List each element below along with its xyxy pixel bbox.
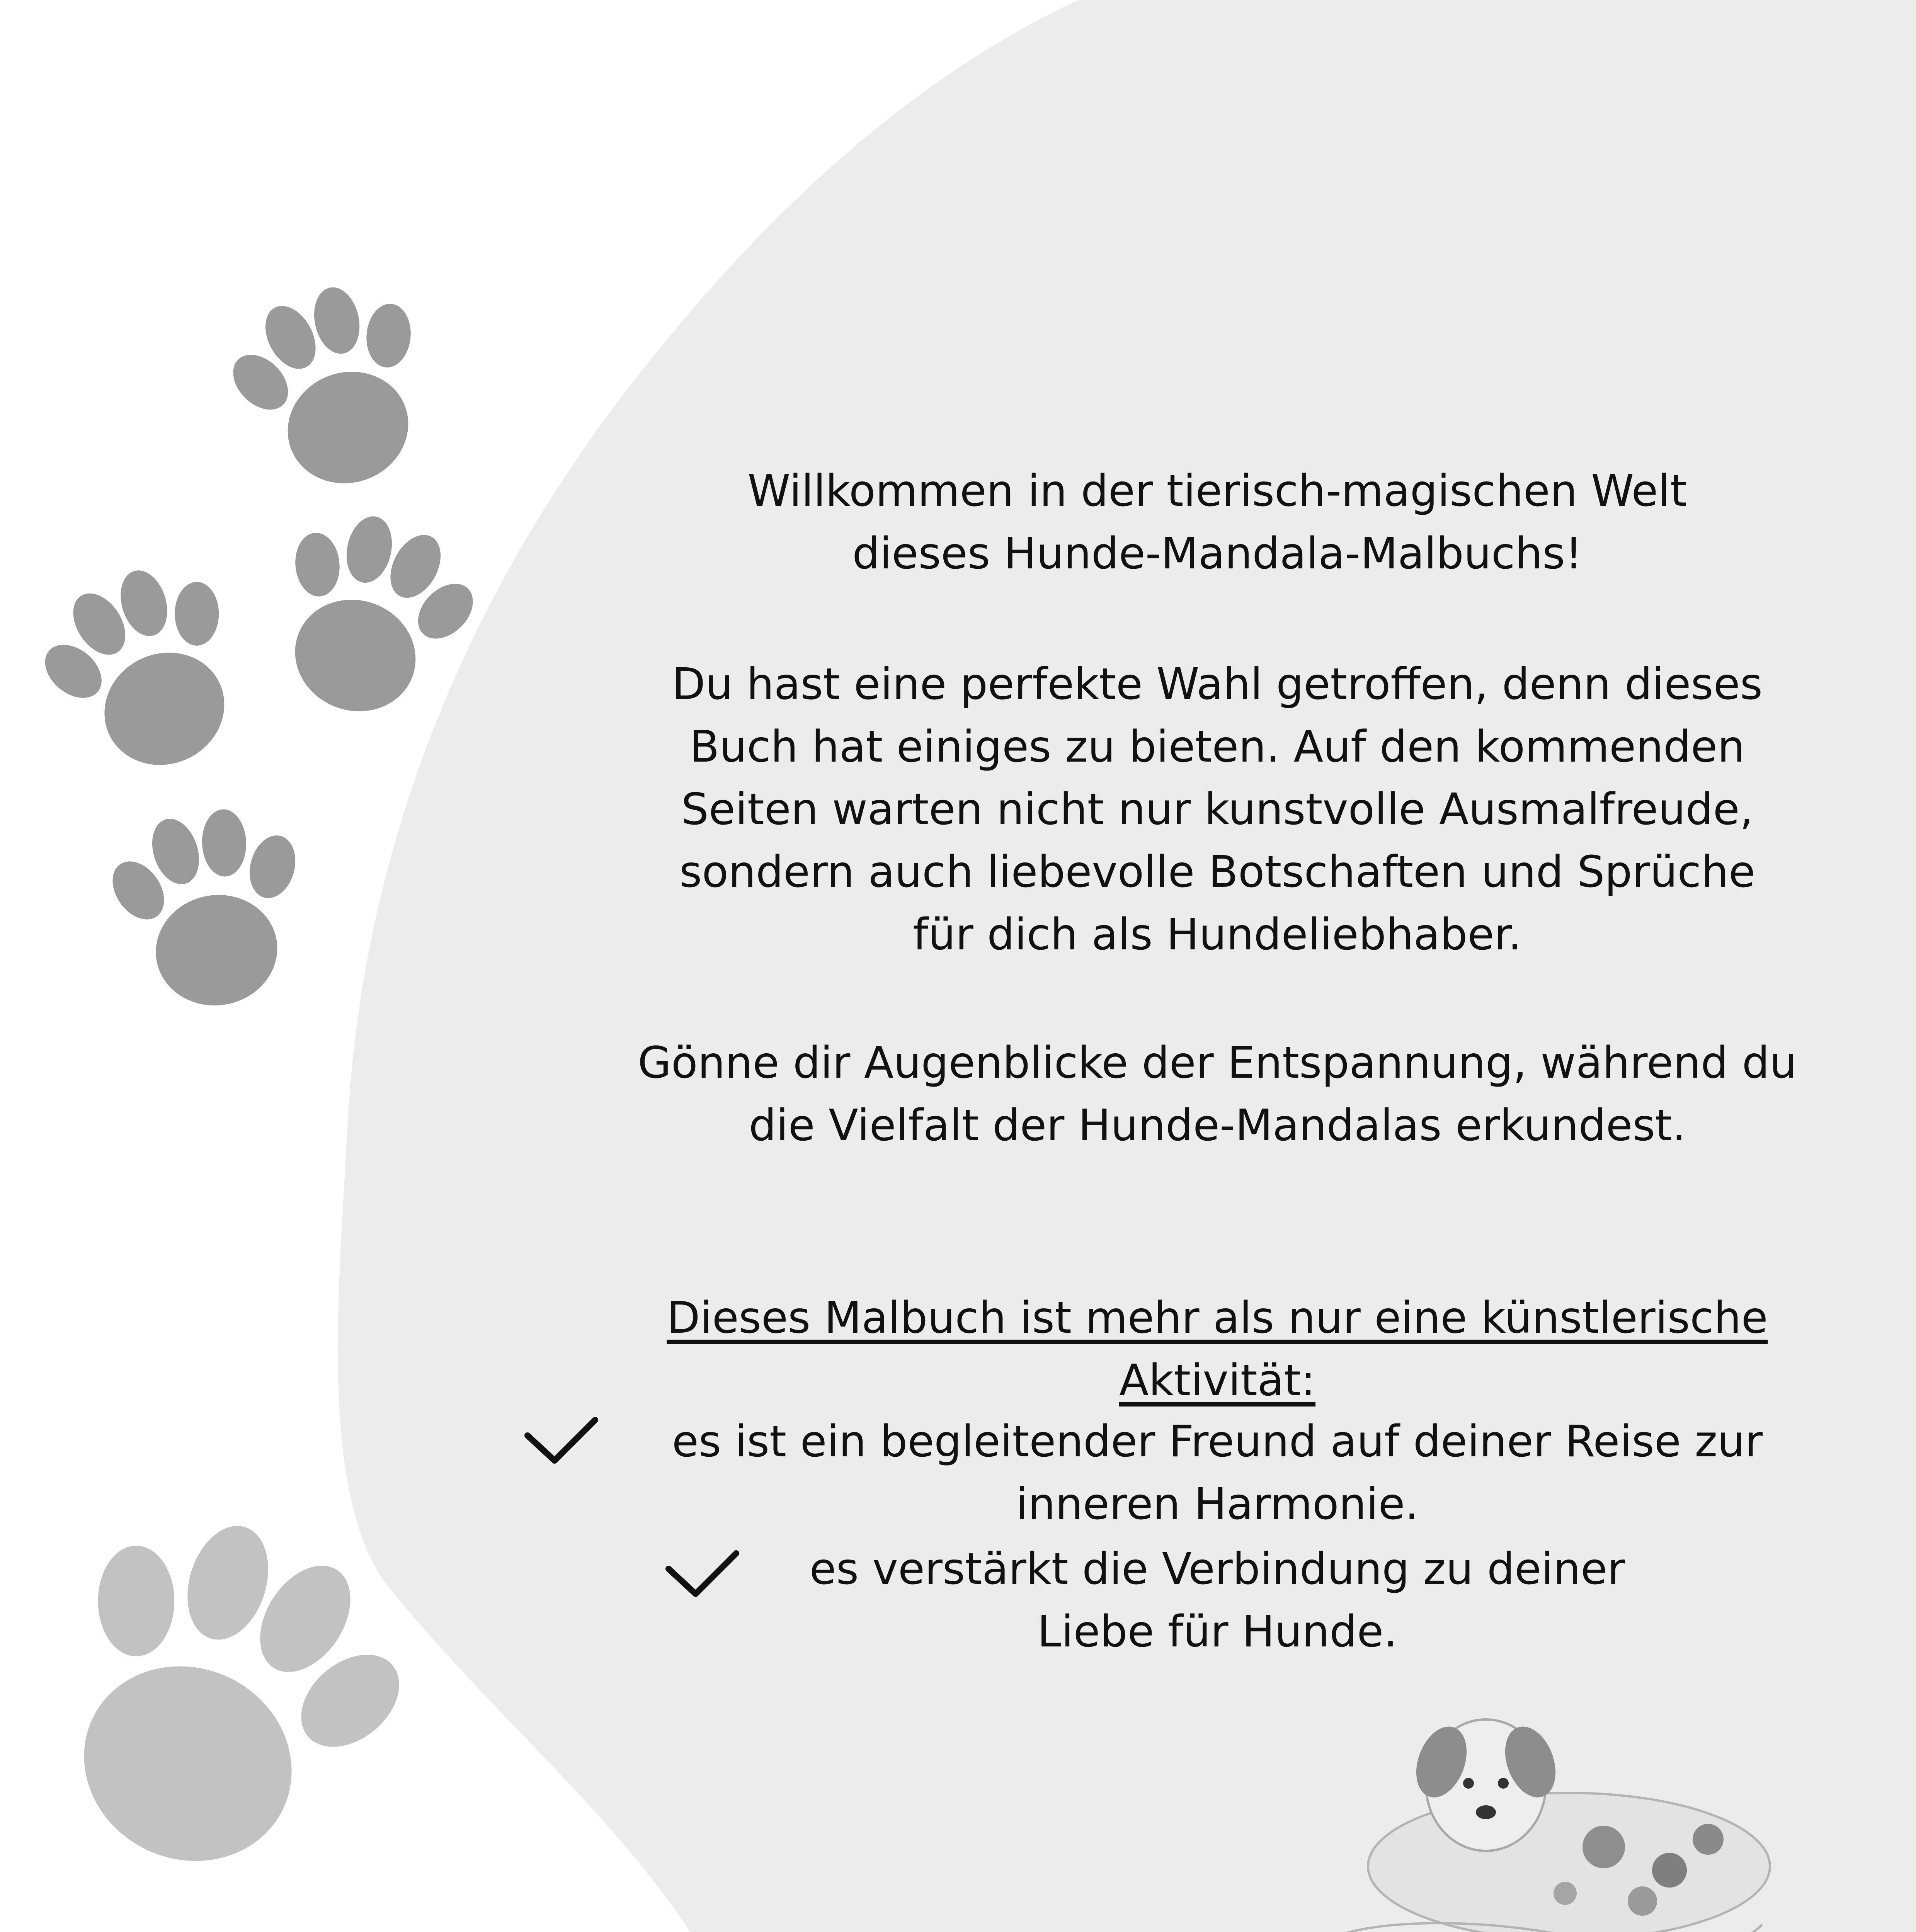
paw-print-icon <box>94 794 328 1022</box>
paw-print-icon <box>14 538 281 801</box>
intro-heading <box>483 460 1916 585</box>
paragraph-line: Buch hat einiges zu bieten. Auf den kommenden <box>689 722 1745 772</box>
paw-print-icon <box>0 1469 453 1926</box>
intro-line: dieses Hunde-Mandala-Malbuchs! <box>852 529 1582 579</box>
subheading-line: Dieses Malbuch ist mehr als nur eine künstlerische <box>667 1293 1768 1343</box>
paragraph-line: für dich als Hundeliebhaber. <box>913 910 1522 960</box>
checklist-line: es verstärkt die Verbindung zu deiner <box>809 1544 1625 1594</box>
paragraph-line: Gönne dir Augenblicke der Entspannung, während du <box>638 1038 1797 1088</box>
paragraph-line: sondern auch liebevolle Botschaften und Sprüche <box>679 847 1756 897</box>
checklist-line: inneren Harmonie. <box>1016 1479 1419 1529</box>
paw-print-icon <box>242 489 500 743</box>
checklist-item <box>483 1538 1916 1663</box>
paragraph-subheading <box>483 1287 1916 1412</box>
checklist-item <box>483 1410 1916 1536</box>
paw-print-icon <box>61 1898 508 1932</box>
paragraph-relax <box>483 1032 1916 1157</box>
intro-line: Willkommen in der tierisch-magischen Welt <box>747 466 1687 516</box>
paragraph-choice <box>483 653 1916 966</box>
subheading-line: Aktivität: <box>1119 1355 1316 1406</box>
checklist-line: Liebe für Hunde. <box>1037 1607 1397 1657</box>
paragraph-line: die Vielfalt der Hunde-Mandalas erkundest. <box>749 1100 1686 1151</box>
paragraph-line: Seiten warten nicht nur kunstvolle Ausmalfreude, <box>681 784 1754 835</box>
checklist-line: es ist ein begleitender Freund auf deiner Reise zur <box>672 1417 1763 1467</box>
paragraph-line: Du hast eine perfekte Wahl getroffen, denn dieses <box>672 659 1763 709</box>
paw-print-icon <box>206 260 464 514</box>
